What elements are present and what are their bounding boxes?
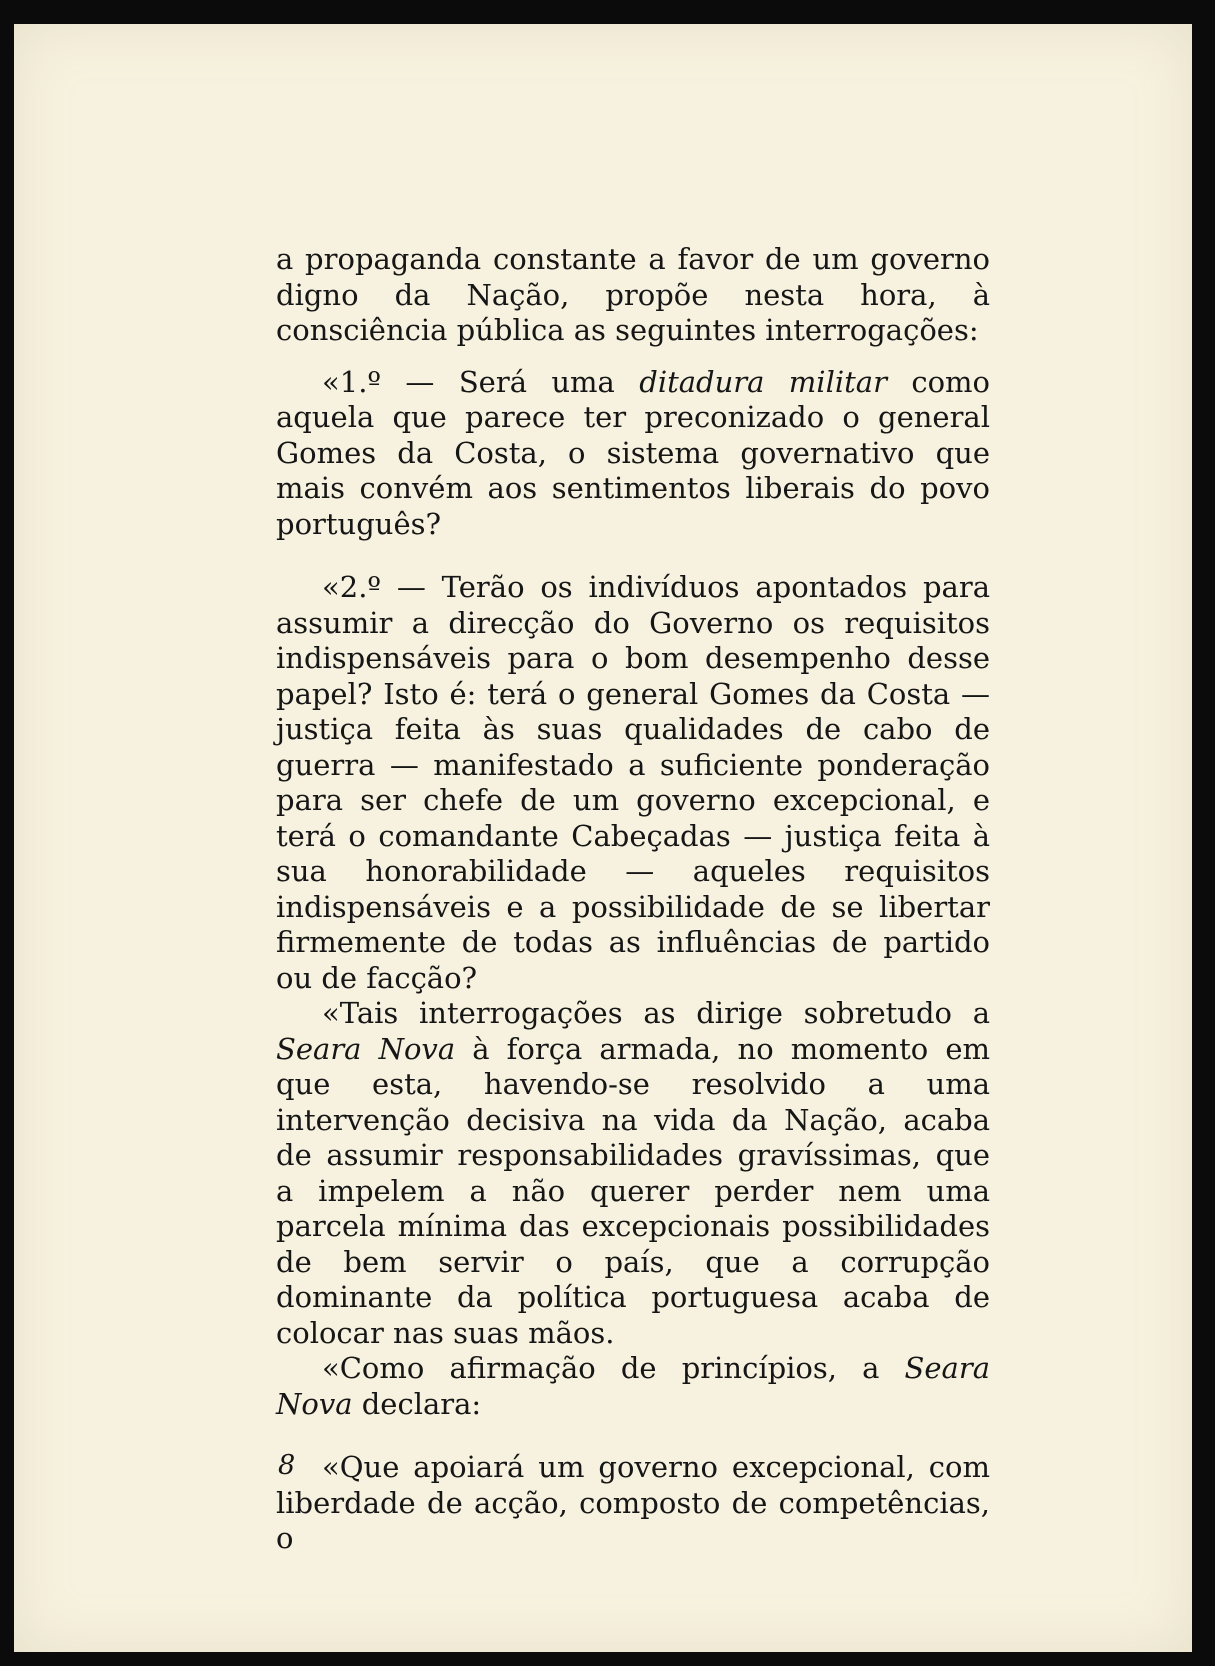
paragraph-question-2 <box>276 570 990 996</box>
paragraph-apoio <box>276 1450 990 1557</box>
text-run: «Como afirmação de princípios, a <box>322 1351 905 1385</box>
text-run: «Tais interrogações as dirige sobretudo a <box>322 996 990 1030</box>
text-run: «1.º — Será uma <box>322 364 640 399</box>
italic-run: ditadura militar <box>639 364 887 399</box>
paragraph-question-1 <box>276 365 990 543</box>
text-run: como aquela que parece ter preconizado o general Gomes da Costa, o sistema governativo que mais convém aos sentimentos liberais do povo português? <box>276 364 990 541</box>
text-run: «Que apoiará um governo excepcional, com liberdade de acção, composto de competências, o <box>276 1450 990 1555</box>
italic-run: Seara Nova <box>276 1351 990 1421</box>
paragraph-principios <box>276 1351 990 1422</box>
paragraph-1 <box>276 242 990 349</box>
paragraph-interrogacoes <box>276 996 990 1351</box>
text-run: declara: <box>352 1386 482 1421</box>
text-run: à força armada, no momento em que esta, havendo-se resolvido a uma intervenção decisiva na vida da Nação, acaba de assumir responsabilidades gravíssimas, que a impelem a não querer perder nem uma parcela mínima das excepcionais possibilidades de bem servir o país, que a corrupção dominante da política portuguesa acaba de colocar nas suas mãos. <box>276 1031 990 1350</box>
page-number: 8 <box>278 1450 296 1481</box>
text-run: «2.º — Terão os indivíduos apontados para assumir a direcção do Governo os requisitos indispensáveis para o bom desempenho desse papel? Isto é: terá o general Gomes da Costa — justiça feita às suas qualidades de cabo de guerra — manifestado a suficiente ponderação para ser chefe de um governo excepcional, e terá o comandante Cabeçadas — justiça feita à sua honorabilidade — aqueles requisitos indispensáveis e a possibilidade de se libertar firmemente de todas as influências de partido ou de facção? <box>276 570 990 995</box>
text-run: a propaganda constante a favor de um governo digno da Nação, propõe nesta hora, à consciência pública as seguintes interrogações: <box>276 242 990 347</box>
body-text <box>276 242 990 1557</box>
italic-run: Seara Nova <box>276 1031 456 1066</box>
book-page <box>14 24 1192 1652</box>
